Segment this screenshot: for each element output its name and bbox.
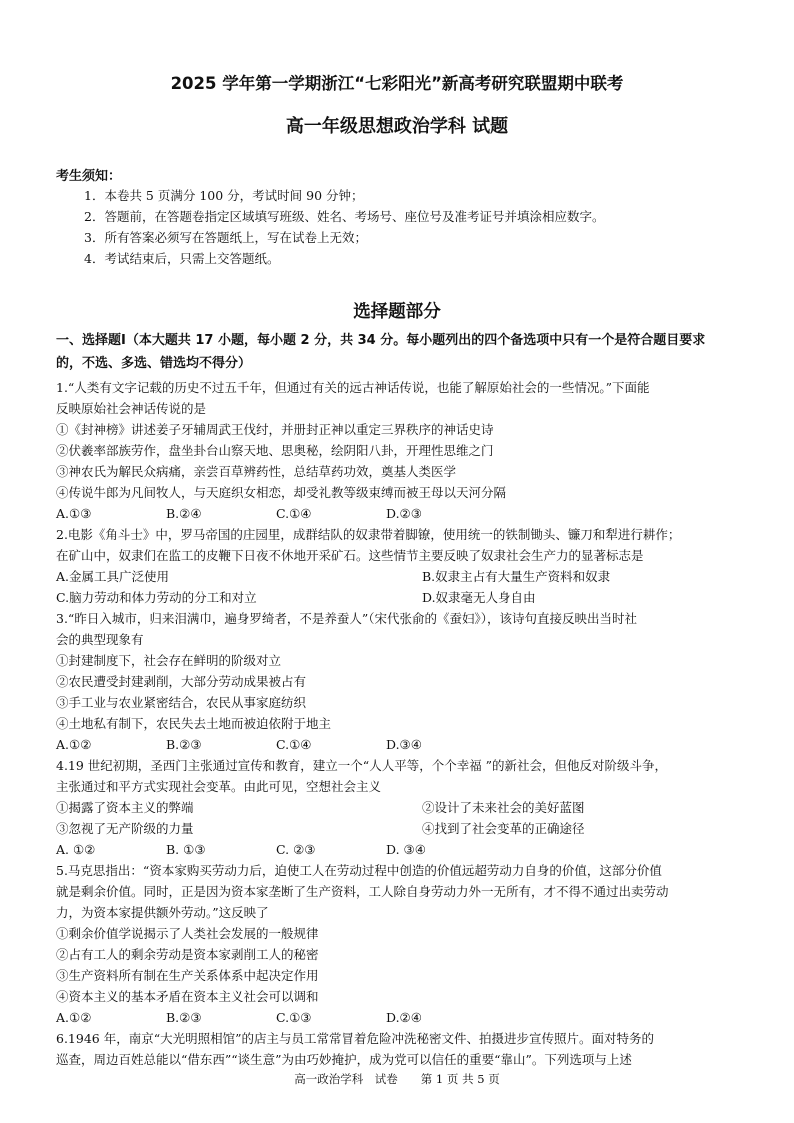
- question-item: ③生产资料所有制在生产关系体系中起决定作用: [56, 968, 319, 983]
- question-item: ②农民遭受封建剥削，大部分劳动成果被占有: [56, 674, 307, 689]
- option: B. ①③: [166, 842, 206, 857]
- question-stem: 巡查，周边百姓总能以“借东西”“谈生意”为由巧妙掩护，成为党可以信任的重要“靠山”。下列选项与上述: [56, 1052, 632, 1067]
- option: A.①②: [56, 737, 92, 752]
- notice-item: 2．答题前，在答题卷指定区域填写班级、姓名、考场号、座位号及准考证号并填涂相应数字。: [84, 209, 605, 224]
- question-stem: 主张通过和平方式实现社会变革。由此可见，空想社会主义: [56, 779, 382, 794]
- option: A.①②: [56, 1010, 92, 1025]
- question-options: [56, 734, 496, 755]
- option: B.②③: [166, 737, 202, 752]
- question-item: ②设计了未来社会的美好蓝图: [422, 800, 585, 815]
- option: B.奴隶主占有大量生产资料和奴隶: [422, 569, 611, 584]
- option: C.①④: [276, 737, 312, 752]
- question-options: [56, 839, 496, 860]
- option: C.①④: [276, 506, 312, 521]
- question-item: ③神农氏为解民众病痛，亲尝百草辨药性，总结草药功效，奠基人类医学: [56, 464, 457, 479]
- question-item: ②占有工人的剩余劳动是资本家剥削工人的秘密: [56, 947, 319, 962]
- option: A.金属工具广泛使用: [56, 569, 170, 584]
- option: C.①③: [276, 1010, 312, 1025]
- question-options: [56, 503, 496, 524]
- question-stem: 1.“人类有文字记载的历史不过五千年，但通过有关的远古神话传说，也能了解原始社会的一些情况。”下面能: [56, 380, 650, 395]
- option: A. ①②: [56, 842, 96, 857]
- option: D.③④: [386, 737, 422, 752]
- question-stem: 6.1946 年，南京“大光明照相馆”的店主与员工常常冒着危险冲洗秘密文件、拍摄进步宣传照片。面对特务的: [56, 1031, 654, 1046]
- question-item: ①剩余价值学说揭示了人类社会发展的一般规律: [56, 926, 319, 941]
- option: A.①③: [56, 506, 92, 521]
- question-stem: 在矿山中，奴隶们在监工的皮鞭下日夜不休地开采矿石。这些情节主要反映了奴隶社会生产力的显著标志是: [56, 548, 644, 563]
- question-stem: 2.电影《角斗士》中，罗马帝国的庄园里，成群结队的奴隶带着脚镣，使用统一的铁制锄头、镰刀和犁进行耕作；: [56, 527, 681, 542]
- question-stem: 力，为资本家提供额外劳动。”这反映了: [56, 905, 269, 920]
- question-item: ③手工业与农业紧密结合，农民从事家庭纺织: [56, 695, 307, 710]
- notice-heading: 考生须知：: [56, 169, 122, 184]
- question-item: ①《封神榜》讲述姜子牙辅周武王伐纣，并册封正神以重定三界秩序的神话史诗: [56, 422, 494, 437]
- question-item: ②伏羲率部族劳作，盘坐卦台山察天地、思奥秘，绘阴阳八卦，开理性思维之门: [56, 443, 494, 458]
- part-heading-line: 一、选择题Ⅰ（本大题共 17 小题，每小题 2 分，共 34 分。每小题列出的四个备选项中只有一个是符合题目要求: [56, 333, 706, 348]
- question-stem: 反映原始社会神话传说的是: [56, 401, 207, 416]
- question-item: ④传说牛郎为凡间牧人，与天庭织女相恋，却受礼教等级束缚而被王母以天河分隔: [56, 485, 507, 500]
- part-heading: [56, 329, 746, 375]
- option: D.②③: [386, 506, 422, 521]
- question-stem: 会的典型现象有: [56, 632, 144, 647]
- option: D. ③④: [386, 842, 426, 857]
- page-footer: 高一政治学科 试卷 第 1 页 共 5 页: [294, 1072, 500, 1086]
- option: C.脑力劳动和体力劳动的分工和对立: [56, 590, 257, 605]
- question-item: ①封建制度下，社会存在鲜明的阶级对立: [56, 653, 282, 668]
- notice-item: 3．所有答案必须写在答题纸上，写在试卷上无效；: [84, 230, 367, 245]
- question-item: ④资本主义的基本矛盾在资本主义社会可以调和: [56, 989, 319, 1004]
- notice-item: 1．本卷共 5 页满分 100 分，考试时间 90 分钟；: [84, 188, 364, 203]
- question-options: [56, 1007, 496, 1028]
- question-item: ④找到了社会变革的正确途径: [422, 821, 585, 836]
- part-heading-line: 的，不选、多选、错选均不得分）: [56, 356, 252, 371]
- notice-item: 4．考试结束后，只需上交答题纸。: [84, 251, 280, 266]
- option: B.②③: [166, 1010, 202, 1025]
- option: B.②④: [166, 506, 202, 521]
- subject-title: 高一年级思想政治学科 试题: [285, 116, 509, 137]
- question-item: ④土地私有制下，农民失去土地而被迫依附于地主: [56, 716, 332, 731]
- option: D.奴隶毫无人身自由: [422, 590, 536, 605]
- question-stem: 3.“昨日入城市，归来泪满巾，遍身罗绮者，不是养蚕人”（宋代张俞的《蚕妇》），该诗句直接反映出当时社: [56, 611, 637, 626]
- section-title: 选择题部分: [353, 302, 441, 322]
- exam-title: 2025 学年第一学期浙江“七彩阳光”新高考研究联盟期中联考: [170, 74, 624, 93]
- question-item: ①揭露了资本主义的弊端: [56, 800, 194, 815]
- question-stem: 就是剩余价值。同时，正是因为资本家垄断了生产资料，工人除自身劳动力外一无所有，才不得不通过出卖劳动: [56, 884, 669, 899]
- question-item: ③忽视了无产阶级的力量: [56, 821, 194, 836]
- question-stem: 5.马克思指出：“资本家购买劳动力后，迫使工人在劳动过程中创造的价值远超劳动力自身的价值，这部分价值: [56, 863, 662, 878]
- option: D.②④: [386, 1010, 422, 1025]
- option: C. ②③: [276, 842, 316, 857]
- question-stem: 4.19 世纪初期，圣西门主张通过宣传和教育，建立一个“人人平等，个个幸福 ”的新社会，但他反对阶级斗争，: [56, 758, 668, 773]
